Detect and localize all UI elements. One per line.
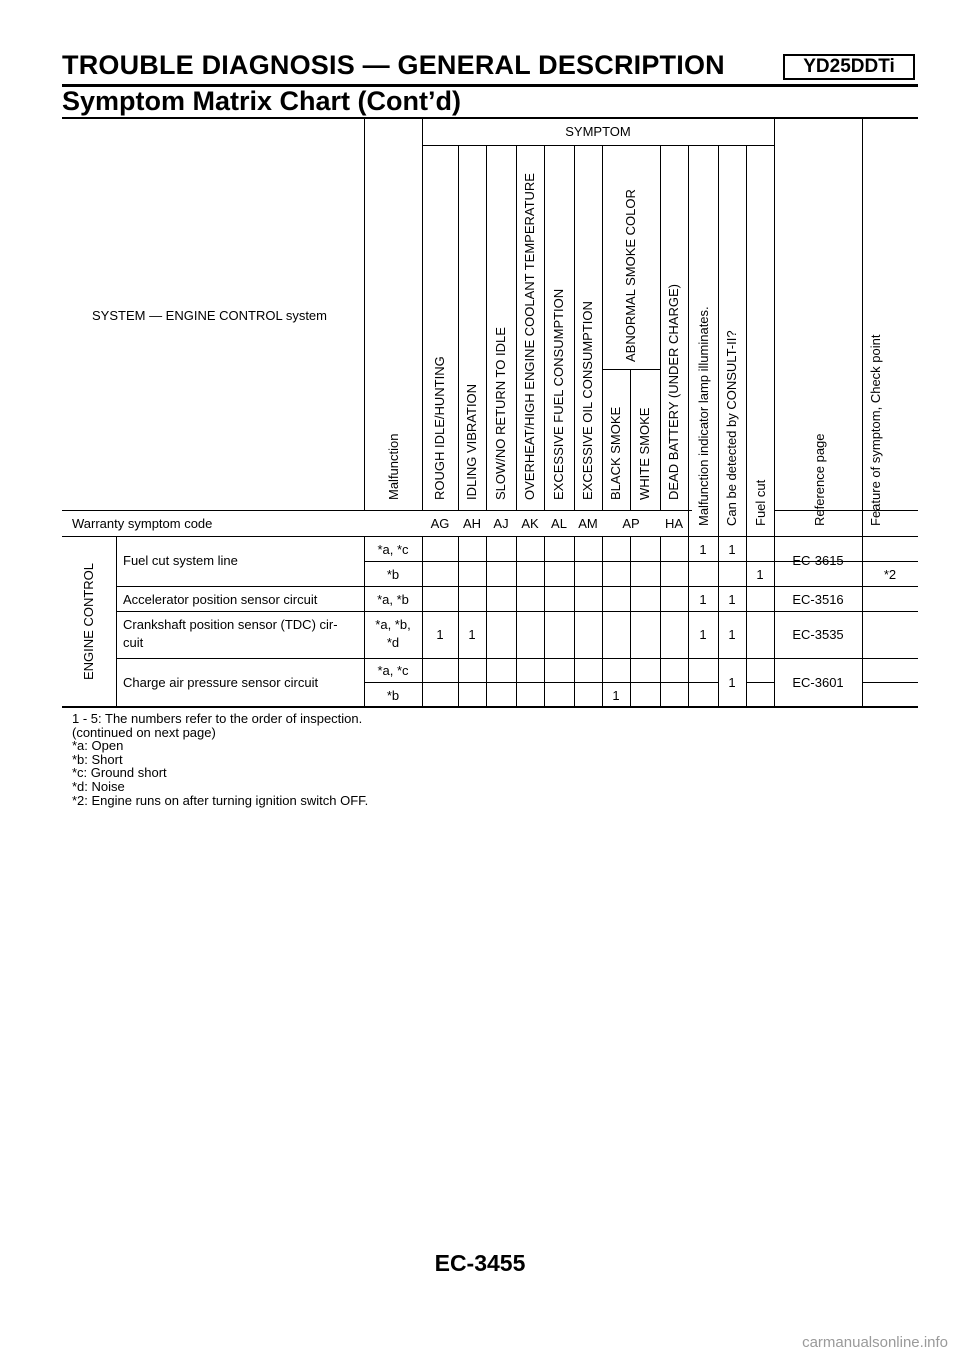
reference-header: Reference page [812, 433, 827, 526]
cell-mil: 1 [699, 542, 707, 557]
warranty-code: AL [551, 516, 567, 531]
cell-reference: EC-3615 [792, 553, 844, 568]
row-system-name: Fuel cut system line [123, 553, 238, 568]
symptom-col-dead-battery: DEAD BATTERY (UNDER CHARGE) [666, 284, 681, 500]
symptom-header: SYMPTOM [565, 124, 631, 139]
cell-fuel-cut: 1 [756, 567, 764, 582]
row-malfunction: *a, *c [377, 542, 409, 557]
symptom-col-white-smoke: WHITE SMOKE [637, 407, 652, 500]
footnote: (continued on next page) [72, 724, 216, 740]
footnote: *2: Engine runs on after turning ignition switch OFF. [72, 792, 369, 808]
cell-feature: *2 [883, 567, 897, 582]
row-malfunction: *b [386, 688, 400, 703]
row-malfunction: *a, *c [377, 663, 409, 678]
row-system-name: Accelerator position sensor circuit [123, 592, 318, 607]
cell-black-smoke: 1 [612, 688, 620, 703]
footnote: *a: Open [72, 738, 124, 754]
cell-reference: EC-3516 [792, 592, 844, 607]
malfunction-header: Malfunction [386, 433, 401, 500]
cell-rough-idle: 1 [436, 627, 444, 642]
row-system-name: Crankshaft position sensor (TDC) cir- [123, 617, 338, 632]
row-system-name: Charge air pressure sensor circuit [123, 675, 319, 690]
symptom-col-oil-consumption: EXCESSIVE OIL CONSUMPTION [580, 301, 595, 500]
footnote: *c: Ground short [72, 765, 167, 781]
warranty-code: AM [578, 516, 598, 531]
cell-consult: 1 [728, 675, 736, 690]
symptom-col-overheat: OVERHEAT/HIGH ENGINE COOLANT TEMPERATURE [522, 173, 537, 500]
warranty-code: AK [521, 516, 539, 531]
warranty-code: AH [462, 516, 482, 531]
col-fuel-cut: Fuel cut [753, 479, 768, 526]
abnormal-smoke-header: ABNORMAL SMOKE COLOR [623, 189, 638, 362]
engine-control-group-label: ENGINE CONTROL [81, 562, 96, 680]
warranty-code: AG [430, 516, 450, 531]
row-system-name-cont: cuit [123, 635, 144, 650]
row-malfunction: *a, *b [377, 592, 409, 607]
cell-consult: 1 [728, 592, 736, 607]
cell-consult: 1 [728, 542, 736, 557]
symptom-col-slow-return: SLOW/NO RETURN TO IDLE [493, 327, 508, 500]
cell-idling-vibration: 1 [468, 627, 476, 642]
row-malfunction-cont: *d [386, 635, 400, 650]
symptom-col-rough-idle: ROUGH IDLE/HUNTING [432, 356, 447, 500]
warranty-code: AP [622, 516, 640, 531]
warranty-code: HA [664, 516, 684, 531]
cell-reference: EC-3535 [792, 627, 844, 642]
page-subtitle: Symptom Matrix Chart (Cont’d) [62, 86, 462, 116]
cell-mil: 1 [699, 627, 707, 642]
row-malfunction: *a, *b, [375, 617, 411, 632]
system-header: SYSTEM — ENGINE CONTROL system [92, 308, 327, 323]
warranty-code: AJ [493, 516, 509, 531]
footnotes [72, 712, 368, 807]
footnote: 1 - 5: The numbers refer to the order of inspection. [72, 711, 363, 726]
feature-header: Feature of symptom, Check point [868, 334, 883, 526]
col-mil: Malfunction indicator lamp illuminates. [696, 306, 711, 526]
section-title: TROUBLE DIAGNOSIS — GENERAL DESCRIPTION [62, 50, 725, 80]
footnote: *b: Short [72, 751, 123, 767]
page-number: EC-3455 [434, 1250, 526, 1276]
row-malfunction: *b [386, 567, 400, 582]
watermark-text: carmanualsonline.info [802, 1334, 948, 1351]
col-consult: Can be detected by CONSULT-II? [724, 330, 739, 526]
footnote: *d: Noise [72, 778, 125, 794]
warranty-label: Warranty symptom code [72, 516, 213, 531]
cell-mil: 1 [699, 592, 707, 607]
symptom-col-idling-vibration: IDLING VIBRATION [464, 383, 479, 500]
cell-consult: 1 [728, 627, 736, 642]
symptom-col-fuel-consumption: EXCESSIVE FUEL CONSUMPTION [551, 288, 566, 500]
engine-model-badge: YD25DDTi [783, 54, 915, 80]
symptom-col-black-smoke: BLACK SMOKE [608, 406, 623, 500]
cell-reference: EC-3601 [792, 675, 844, 690]
